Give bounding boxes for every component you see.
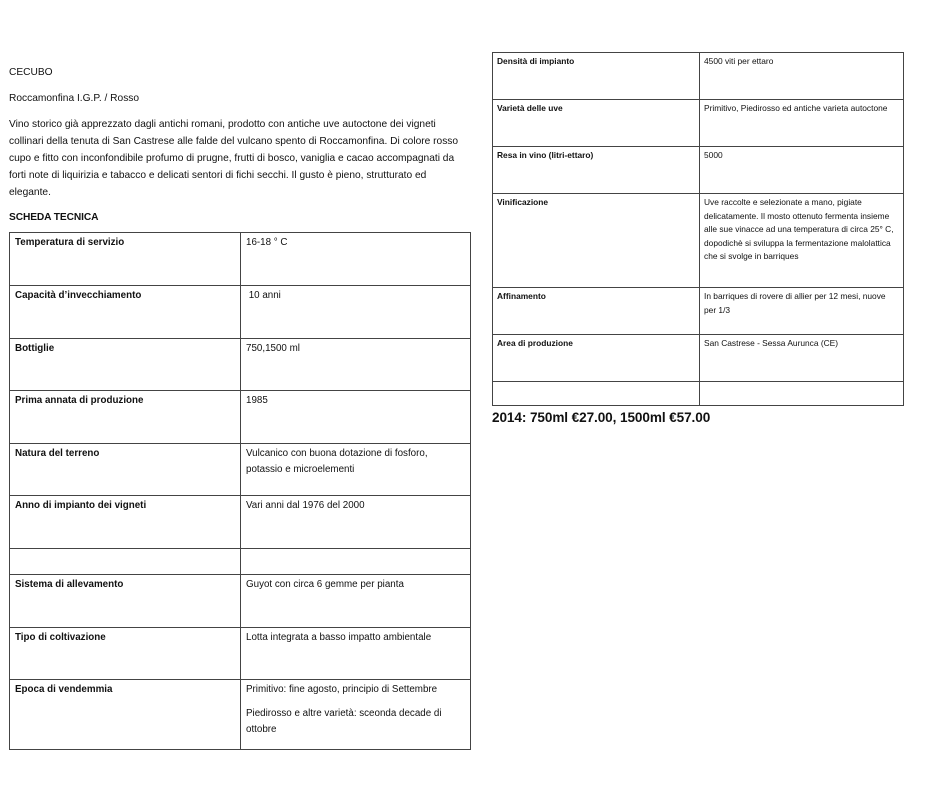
right-column: [492, 52, 904, 425]
row-value: 1985: [241, 391, 471, 444]
row-value: Guyot con circa 6 gemme per pianta: [241, 575, 471, 628]
row-value: [241, 680, 471, 750]
scheda-tecnica-heading: SCHEDA TECNICA: [9, 212, 99, 223]
table-row: [10, 496, 471, 549]
row-label: Natura del terreno: [10, 444, 241, 496]
row-value: Vulcanico con buona dotazione di fosforo, potassio e microelementi: [241, 444, 471, 496]
row-label: [10, 549, 241, 575]
row-label: Epoca di vendemmia: [10, 680, 241, 750]
row-label: Area di produzione: [493, 335, 700, 382]
row-label: Vinificazione: [493, 194, 700, 288]
technical-sheet-table-left: [9, 232, 471, 750]
table-row: [493, 100, 904, 147]
row-value: Vari anni dal 1976 del 2000: [241, 496, 471, 549]
row-value: Primitivo, Piedirosso ed antiche varieta autoctone: [700, 100, 904, 147]
harvest-piedirosso: Piedirosso e altre varietà: sceonda decade di ottobre: [246, 708, 442, 735]
row-label: Tipo di coltivazione: [10, 628, 241, 680]
table-row: [493, 53, 904, 100]
price-line: 2014: 750ml €27.00, 1500ml €57.00: [492, 410, 711, 425]
wine-description: Vino storico già apprezzato dagli antichi romani, prodotto con antiche uve autoctone dei vigneti collinari della tenuta di San Castrese alle falde del vulcano spento di Roccamonfina. Di colore rosso cupo e fitto con inconfondibile profumo di prugne, frutti di bosco, vaniglia e cacao accompagnati da forti note di liquirizia e tabacco e delicati sentori di fichi secchi. Il gusto è pieno, strutturato ed elegante.: [9, 119, 459, 198]
row-value: [241, 549, 471, 575]
table-row: [10, 680, 471, 750]
table-row: [10, 575, 471, 628]
table-row: [10, 233, 471, 286]
table-row: [493, 382, 904, 406]
table-row: [10, 444, 471, 496]
row-label: Varietà delle uve: [493, 100, 700, 147]
table-row: [10, 391, 471, 444]
table-row: [493, 194, 904, 288]
row-value: 750,1500 ml: [241, 339, 471, 391]
left-column: [9, 64, 471, 750]
wine-designation: Roccamonfina I.G.P. / Rosso: [9, 93, 140, 104]
table-row: [10, 628, 471, 680]
row-label: Prima annata di produzione: [10, 391, 241, 444]
row-label: Sistema di allevamento: [10, 575, 241, 628]
row-label: Affinamento: [493, 288, 700, 335]
row-value: 4500 viti per ettaro: [700, 53, 904, 100]
row-label: Anno di impianto dei vigneti: [10, 496, 241, 549]
row-label: Densità di impianto: [493, 53, 700, 100]
row-value: Uve raccolte e selezionate a mano, pigiate delicatamente. Il mosto ottenuto fermenta insieme alle sue vinacce ad una temperatura di circa 25° C, dopodichè si sviluppa la fermentazione malolattica che si svolge in barriques: [700, 194, 904, 288]
row-value: In barriques di rovere di allier per 12 mesi, nuove per 1/3: [700, 288, 904, 335]
technical-sheet-table-right: [492, 52, 904, 406]
row-label: Resa in vino (litri-ettaro): [493, 147, 700, 194]
harvest-primitivo: Primitivo: fine agosto, principio di Settembre: [246, 684, 438, 695]
row-value: San Castrese - Sessa Aurunca (CE): [700, 335, 904, 382]
row-label: Bottiglie: [10, 339, 241, 391]
row-label: Capacità d’invecchiamento: [10, 286, 241, 339]
table-row: [10, 339, 471, 391]
table-row: [493, 147, 904, 194]
wine-name: CECUBO: [9, 67, 53, 78]
row-value: Lotta integrata a basso impatto ambientale: [241, 628, 471, 680]
row-value: 5000: [700, 147, 904, 194]
row-value: 10 anni: [241, 286, 471, 339]
row-label: Temperatura di servizio: [10, 233, 241, 286]
row-label: [493, 382, 700, 406]
table-row: [493, 288, 904, 335]
row-value: 16-18 ° C: [241, 233, 471, 286]
table-row: [10, 549, 471, 575]
table-row: [493, 335, 904, 382]
table-row: [10, 286, 471, 339]
row-value: [700, 382, 904, 406]
